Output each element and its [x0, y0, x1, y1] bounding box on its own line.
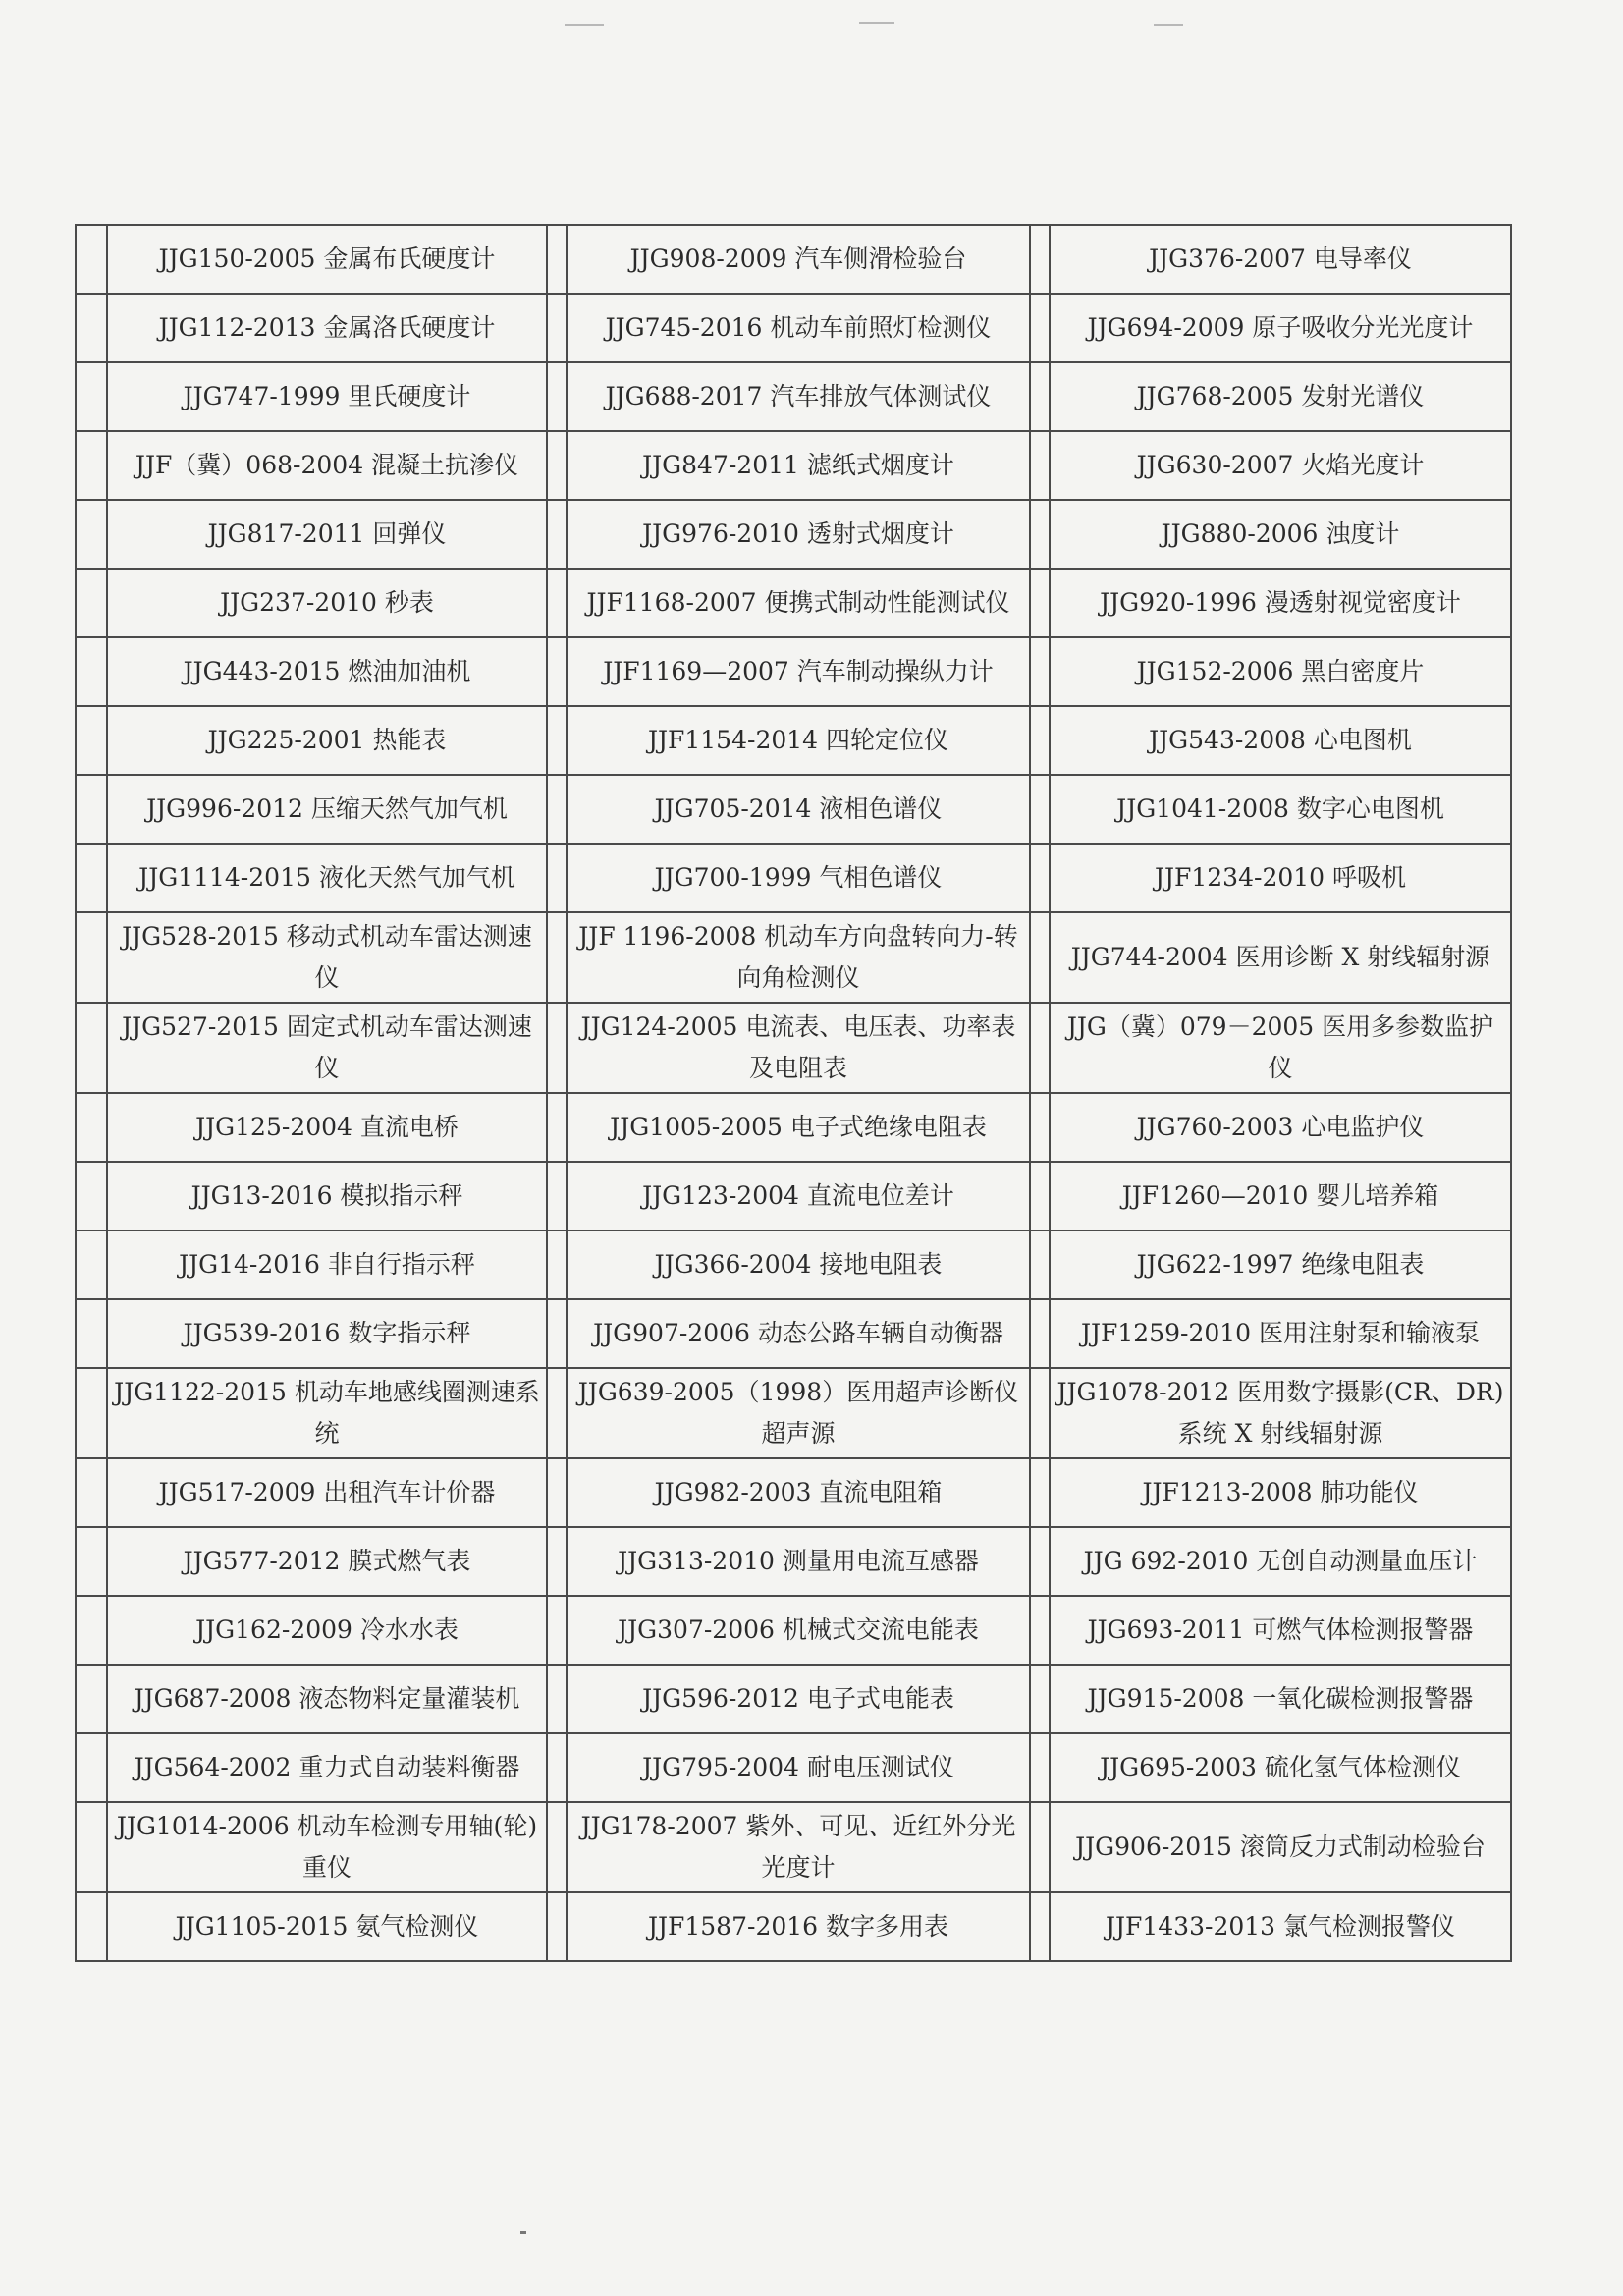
standard-cell: JJG313-2010 测量用电流互感器 [567, 1527, 1030, 1596]
table-row [76, 637, 1511, 706]
row-marker-cell [76, 1665, 107, 1733]
standard-cell: JJG639-2005（1998）医用超声诊断仪超声源 [567, 1368, 1030, 1458]
separator-cell [1030, 844, 1050, 912]
row-marker-cell [76, 1458, 107, 1527]
standard-cell: JJG517-2009 出租汽车计价器 [107, 1458, 547, 1527]
standard-cell: JJG745-2016 机动车前照灯检测仪 [567, 294, 1030, 362]
row-marker-cell [76, 1596, 107, 1665]
standard-cell: JJG908-2009 汽车侧滑检验台 [567, 225, 1030, 294]
separator-cell [1030, 912, 1050, 1003]
table-row [76, 1162, 1511, 1230]
table-row [76, 1003, 1511, 1093]
standard-cell: JJF（冀）068-2004 混凝土抗渗仪 [107, 431, 547, 500]
standard-cell: JJG443-2015 燃油加油机 [107, 637, 547, 706]
standard-cell: JJF1213-2008 肺功能仪 [1050, 1458, 1511, 1527]
table-row [76, 569, 1511, 637]
standard-cell: JJG1105-2015 氨气检测仪 [107, 1892, 547, 1961]
separator-cell [547, 775, 567, 844]
standard-cell: JJG124-2005 电流表、电压表、功率表及电阻表 [567, 1003, 1030, 1093]
table-row [76, 844, 1511, 912]
standard-cell: JJG687-2008 液态物料定量灌装机 [107, 1665, 547, 1733]
standard-cell: JJG112-2013 金属洛氏硬度计 [107, 294, 547, 362]
row-marker-cell [76, 1527, 107, 1596]
standard-cell: JJG1014-2006 机动车检测专用轴(轮)重仪 [107, 1802, 547, 1892]
row-marker-cell [76, 225, 107, 294]
standards-table [75, 224, 1512, 1962]
standard-cell: JJG152-2006 黑白密度片 [1050, 637, 1511, 706]
table-row [76, 500, 1511, 569]
standard-cell: JJG693-2011 可燃气体检测报警器 [1050, 1596, 1511, 1665]
standard-cell: JJG307-2006 机械式交流电能表 [567, 1596, 1030, 1665]
standard-cell: JJG178-2007 紫外、可见、近红外分光光度计 [567, 1802, 1030, 1892]
scan-mark-top-1 [565, 24, 604, 26]
table-row [76, 1458, 1511, 1527]
separator-cell [1030, 1596, 1050, 1665]
row-marker-cell [76, 1299, 107, 1368]
row-marker-cell [76, 1802, 107, 1892]
separator-cell [547, 1299, 567, 1368]
row-marker-cell [76, 1892, 107, 1961]
standard-cell: JJG 692-2010 无创自动测量血压计 [1050, 1527, 1511, 1596]
separator-cell [547, 706, 567, 775]
standard-cell: JJG123-2004 直流电位差计 [567, 1162, 1030, 1230]
separator-cell [1030, 362, 1050, 431]
separator-cell [1030, 294, 1050, 362]
separator-cell [547, 1802, 567, 1892]
separator-cell [1030, 1003, 1050, 1093]
standard-cell: JJG795-2004 耐电压测试仪 [567, 1733, 1030, 1802]
standard-cell: JJF1234-2010 呼吸机 [1050, 844, 1511, 912]
scan-mark-top-2 [859, 22, 894, 24]
standard-cell: JJG630-2007 火焰光度计 [1050, 431, 1511, 500]
table-row [76, 1368, 1511, 1458]
scan-mark-top-3 [1154, 24, 1183, 26]
separator-cell [1030, 1299, 1050, 1368]
standard-cell: JJG847-2011 滤纸式烟度计 [567, 431, 1030, 500]
separator-cell [547, 294, 567, 362]
separator-cell [1030, 1665, 1050, 1733]
standard-cell: JJG13-2016 模拟指示秤 [107, 1162, 547, 1230]
row-marker-cell [76, 844, 107, 912]
row-marker-cell [76, 775, 107, 844]
standard-cell: JJG225-2001 热能表 [107, 706, 547, 775]
table-row [76, 1527, 1511, 1596]
standard-cell: JJG915-2008 一氧化碳检测报警器 [1050, 1665, 1511, 1733]
standard-cell: JJG376-2007 电导率仪 [1050, 225, 1511, 294]
separator-cell [547, 912, 567, 1003]
standard-cell: JJG996-2012 压缩天然气加气机 [107, 775, 547, 844]
separator-cell [547, 1003, 567, 1093]
standard-cell: JJG539-2016 数字指示秤 [107, 1299, 547, 1368]
standards-table-body [76, 225, 1511, 1961]
table-row [76, 1299, 1511, 1368]
separator-cell [547, 500, 567, 569]
separator-cell [1030, 1162, 1050, 1230]
standard-cell: JJG125-2004 直流电桥 [107, 1093, 547, 1162]
standard-cell: JJG695-2003 硫化氢气体检测仪 [1050, 1733, 1511, 1802]
standard-cell: JJG543-2008 心电图机 [1050, 706, 1511, 775]
separator-cell [547, 1733, 567, 1802]
standard-cell: JJG564-2002 重力式自动装料衡器 [107, 1733, 547, 1802]
row-marker-cell [76, 569, 107, 637]
table-row [76, 362, 1511, 431]
table-row [76, 706, 1511, 775]
separator-cell [1030, 1733, 1050, 1802]
standard-cell: JJG688-2017 汽车排放气体测试仪 [567, 362, 1030, 431]
separator-cell [547, 1162, 567, 1230]
separator-cell [1030, 431, 1050, 500]
table-row [76, 1802, 1511, 1892]
table-row [76, 225, 1511, 294]
separator-cell [547, 225, 567, 294]
standard-cell: JJG694-2009 原子吸收分光光度计 [1050, 294, 1511, 362]
standard-cell: JJG976-2010 透射式烟度计 [567, 500, 1030, 569]
row-marker-cell [76, 431, 107, 500]
standard-cell: JJG907-2006 动态公路车辆自动衡器 [567, 1299, 1030, 1368]
standard-cell: JJG577-2012 膜式燃气表 [107, 1527, 547, 1596]
separator-cell [547, 1093, 567, 1162]
separator-cell [547, 569, 567, 637]
standard-cell: JJG1122-2015 机动车地感线圈测速系统 [107, 1368, 547, 1458]
separator-cell [547, 1665, 567, 1733]
standard-cell: JJG596-2012 电子式电能表 [567, 1665, 1030, 1733]
standard-cell: JJG760-2003 心电监护仪 [1050, 1093, 1511, 1162]
separator-cell [547, 1527, 567, 1596]
separator-cell [547, 431, 567, 500]
standard-cell: JJF1259-2010 医用注射泵和输液泵 [1050, 1299, 1511, 1368]
standard-cell: JJG705-2014 液相色谱仪 [567, 775, 1030, 844]
row-marker-cell [76, 637, 107, 706]
separator-cell [547, 1596, 567, 1665]
standard-cell: JJG237-2010 秒表 [107, 569, 547, 637]
row-marker-cell [76, 1230, 107, 1299]
separator-cell [1030, 706, 1050, 775]
table-row [76, 431, 1511, 500]
row-marker-cell [76, 912, 107, 1003]
standard-cell: JJF1154-2014 四轮定位仪 [567, 706, 1030, 775]
standard-cell: JJG366-2004 接地电阻表 [567, 1230, 1030, 1299]
separator-cell [547, 1230, 567, 1299]
standard-cell: JJG744-2004 医用诊断 X 射线辐射源 [1050, 912, 1511, 1003]
table-row [76, 912, 1511, 1003]
standard-cell: JJG747-1999 里氏硬度计 [107, 362, 547, 431]
table-row [76, 1596, 1511, 1665]
table-row [76, 1892, 1511, 1961]
standard-cell: JJG1005-2005 电子式绝缘电阻表 [567, 1093, 1030, 1162]
standard-cell: JJG700-1999 气相色谱仪 [567, 844, 1030, 912]
separator-cell [1030, 637, 1050, 706]
standard-cell: JJG982-2003 直流电阻箱 [567, 1458, 1030, 1527]
standard-cell: JJF 1196-2008 机动车方向盘转向力-转向角检测仪 [567, 912, 1030, 1003]
standard-cell: JJG622-1997 绝缘电阻表 [1050, 1230, 1511, 1299]
separator-cell [547, 1458, 567, 1527]
separator-cell [1030, 500, 1050, 569]
standard-cell: JJG14-2016 非自行指示秤 [107, 1230, 547, 1299]
standard-cell: JJF1587-2016 数字多用表 [567, 1892, 1030, 1961]
separator-cell [1030, 225, 1050, 294]
table-row [76, 1093, 1511, 1162]
standard-cell: JJG906-2015 滚筒反力式制动检验台 [1050, 1802, 1511, 1892]
separator-cell [547, 1368, 567, 1458]
standard-cell: JJG1041-2008 数字心电图机 [1050, 775, 1511, 844]
table-row [76, 1230, 1511, 1299]
separator-cell [1030, 1230, 1050, 1299]
separator-cell [547, 362, 567, 431]
standard-cell: JJG1114-2015 液化天然气加气机 [107, 844, 547, 912]
standard-cell: JJG162-2009 冷水水表 [107, 1596, 547, 1665]
separator-cell [1030, 1458, 1050, 1527]
standard-cell: JJG880-2006 浊度计 [1050, 500, 1511, 569]
scan-mark-bottom [520, 2231, 526, 2234]
row-marker-cell [76, 1368, 107, 1458]
standard-cell: JJF1433-2013 氯气检测报警仪 [1050, 1892, 1511, 1961]
table-row [76, 1665, 1511, 1733]
row-marker-cell [76, 1162, 107, 1230]
standard-cell: JJG150-2005 金属布氏硬度计 [107, 225, 547, 294]
separator-cell [547, 637, 567, 706]
separator-cell [1030, 1093, 1050, 1162]
row-marker-cell [76, 1733, 107, 1802]
standard-cell: JJG817-2011 回弹仪 [107, 500, 547, 569]
table-row [76, 775, 1511, 844]
table-row [76, 1733, 1511, 1802]
standard-cell: JJG（冀）079－2005 医用多参数监护仪 [1050, 1003, 1511, 1093]
standard-cell: JJG768-2005 发射光谱仪 [1050, 362, 1511, 431]
row-marker-cell [76, 500, 107, 569]
row-marker-cell [76, 294, 107, 362]
standard-cell: JJG528-2015 移动式机动车雷达测速仪 [107, 912, 547, 1003]
separator-cell [1030, 775, 1050, 844]
standard-cell: JJG1078-2012 医用数字摄影(CR、DR)系统 X 射线辐射源 [1050, 1368, 1511, 1458]
separator-cell [1030, 569, 1050, 637]
row-marker-cell [76, 362, 107, 431]
standard-cell: JJF1168-2007 便携式制动性能测试仪 [567, 569, 1030, 637]
row-marker-cell [76, 706, 107, 775]
standard-cell: JJG920-1996 漫透射视觉密度计 [1050, 569, 1511, 637]
table-row [76, 294, 1511, 362]
row-marker-cell [76, 1003, 107, 1093]
standard-cell: JJG527-2015 固定式机动车雷达测速仪 [107, 1003, 547, 1093]
standard-cell: JJF1169—2007 汽车制动操纵力计 [567, 637, 1030, 706]
separator-cell [1030, 1368, 1050, 1458]
separator-cell [1030, 1892, 1050, 1961]
standard-cell: JJF1260—2010 婴儿培养箱 [1050, 1162, 1511, 1230]
separator-cell [1030, 1527, 1050, 1596]
separator-cell [1030, 1802, 1050, 1892]
row-marker-cell [76, 1093, 107, 1162]
separator-cell [547, 1892, 567, 1961]
separator-cell [547, 844, 567, 912]
